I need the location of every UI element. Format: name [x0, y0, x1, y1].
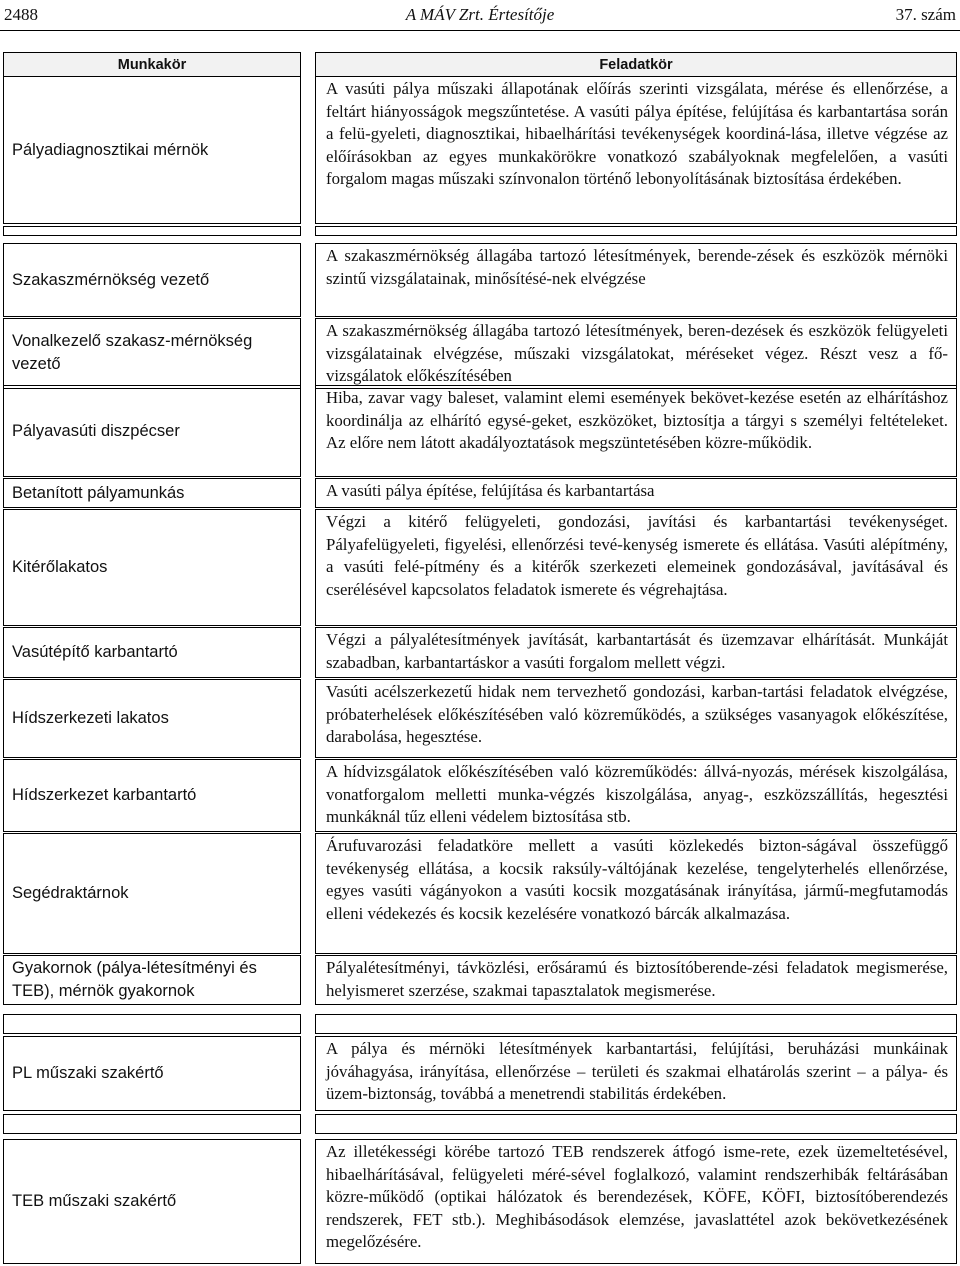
role-cell: Gyakornok (pálya-létesítményi és TEB), mérnök gyakornok	[3, 955, 301, 1005]
table-header-row	[3, 52, 957, 77]
spacer-row	[3, 1114, 957, 1134]
role-cell: Segédraktárnok	[3, 833, 301, 954]
table-row	[3, 509, 957, 626]
table-row	[3, 76, 957, 224]
column-header-task: Feladatkör	[315, 52, 957, 77]
spacer-row	[3, 1014, 957, 1034]
role-cell	[3, 1014, 301, 1034]
task-cell	[315, 1014, 957, 1034]
column-header-role: Munkakör	[3, 52, 301, 77]
page-number: 2488	[4, 5, 38, 24]
task-cell: Pályalétesítményi, távközlési, erősáramú és biztosítóberende-zési feladatok megismerése, helyismeret szerzése, szakmai tapasztalatok megismerése.	[315, 955, 957, 1005]
spacer-row	[3, 226, 957, 236]
role-cell: Kitérőlakatos	[3, 509, 301, 626]
table-row	[3, 759, 957, 832]
task-cell: Végzi a pályalétesítmények javítását, karbantartását és üzemzavar elhárítását. Munkáját szabadban, karbantartáskor a vasúti forgalom mellett végzi.	[315, 627, 957, 678]
task-cell	[315, 1114, 957, 1134]
role-cell: Hídszerkezet karbantartó	[3, 759, 301, 832]
task-cell: A vasúti pálya építése, felújítása és karbantartása	[315, 478, 957, 508]
task-cell: Végzi a kitérő felügyeleti, gondozási, javítási és karbantartási tevékenységet. Pályafelügyeleti, figyelési, ellenőrzési tevé-kenység ismerete és ellátása. Vasúti alépítmény, a vasúti felé-pítmény és a kitérők szerkezeti elemeinek gondozásával, javításával és cserélésével kapcsolatos feladatok ismerete és végrehajtása.	[315, 509, 957, 626]
role-cell: Szakaszmérnökség vezető	[3, 243, 301, 317]
task-cell: A hídvizsgálatok előkészítésében való közreműködés: állvá-nyozás, mérések kiszolgálása, vonatforgalom melletti munka-végzés kiszolgálása, anyag-, eszközszállítás, hegesztési munkáknál tűz elleni védelem biztosítása stb.	[315, 759, 957, 832]
table-row	[3, 1139, 957, 1264]
role-cell: Betanított pályamunkás	[3, 478, 301, 508]
table-row	[3, 955, 957, 1005]
role-cell: Vasútépítő karbantartó	[3, 627, 301, 678]
role-cell: Pályavasúti diszpécser	[3, 385, 301, 477]
publication-title: A MÁV Zrt. Értesítője	[405, 5, 555, 24]
table-row	[3, 833, 957, 954]
table-row	[3, 1036, 957, 1111]
role-cell: TEB műszaki szakértő	[3, 1139, 301, 1264]
role-cell	[3, 226, 301, 236]
task-cell: A pálya és mérnöki létesítmények karbantartási, felújítási, beruházási munkáinak jóváhagyása, irányítása, ellenőrzése – területi és szakmai elhatárolás szerint – a pálya- és üzem-biztonság, továbbá a menetrendi stabilitás érdekében.	[315, 1036, 957, 1111]
table-row	[3, 478, 957, 508]
table-row	[3, 385, 957, 477]
task-cell: A szakaszmérnökség állagába tartozó létesítmények, beren-dezések és eszközök felügyeleti vizsgálatainak elvégzése, műszaki vizsgálatokat, méréseket végez. Részt vesz a fő-vizsgálatok előkészítésében	[315, 318, 957, 389]
task-cell: Hiba, zavar vagy baleset, valamint elemi események bekövet-kezése esetén az elhárításhoz koordinálja az elhárító egysé-geket, eszközöket, biztosítja a tárgyi s személyi feltételeket. Az előre nem látott akadályoztatások megszüntetésében közre-működik.	[315, 385, 957, 477]
page-header	[0, 0, 960, 31]
task-cell: A szakaszmérnökség állagába tartozó létesítmények, berende-zések és eszközök mérnöki szintű vizsgálatainak, minősítésé-nek elvégzése	[315, 243, 957, 317]
role-cell	[3, 1114, 301, 1134]
task-cell: A vasúti pálya műszaki állapotának előírás szerinti vizsgálata, mérése és ellenőrzése, a feltárt hiányosságok megszűntetése. A vasúti pálya építése, felújítása és karbantartása során a felü-gyeleti, diagnosztikai, hibaelhárítási tevékenységek koordiná-lása, illetve végzése az előírásokban az egyes munkakörökre vonatkozó szabályoknak megfelelően, a vasúti forgalom magas műszaki színvonalon történő lebonyolításának biztosítása érdekében.	[315, 76, 957, 224]
role-cell: Pályadiagnosztikai mérnök	[3, 76, 301, 224]
task-cell	[315, 226, 957, 236]
role-cell: Vonalkezelő szakasz-mérnökség vezető	[3, 318, 301, 389]
task-cell: Vasúti acélszerkezetű hidak nem tervezhető gondozási, karban-tartási feladatok elvégzése, próbaterhelések előkészítésében való közreműködés, a szükséges vasanyagok előkészítése, darabolása, hegesztése.	[315, 679, 957, 758]
role-cell: PL műszaki szakértő	[3, 1036, 301, 1111]
task-cell: Árufuvarozási feladatköre mellett a vasúti közlekedés bizton-ságával összefüggő tevékenység ellátása, a kocsik raksúly-váltójának kezelése, tengelyterhelés ellenőrzése, egyes vasúti vágányokon a vasúti kocsik mozgatásának irányítása, jármű-megfutamodás elleni védekezés és kocsik kezelésére vonatkozó bárcák alkalmazása.	[315, 833, 957, 954]
issue-number: 37. szám	[895, 5, 956, 24]
table-row	[3, 243, 957, 317]
task-cell: Az illetékességi körébe tartozó TEB rendszerek átfogó isme-rete, ezek üzemeltetésével, hibaelhárításával, felügyeleti méré-sével foglalkozó, valamint rendszerhibák feltárásában közre-működő (optikai hálózatok és berendezések, KÖFE, KÖFI, biztosítóberendezés rendszerek, FET stb.). Meghibásodások elemzése, javaslattétel azok bekövetkezésének megelőzésére.	[315, 1139, 957, 1264]
table-row	[3, 679, 957, 758]
role-cell: Hídszerkezeti lakatos	[3, 679, 301, 758]
table-row	[3, 318, 957, 384]
table-row	[3, 627, 957, 678]
